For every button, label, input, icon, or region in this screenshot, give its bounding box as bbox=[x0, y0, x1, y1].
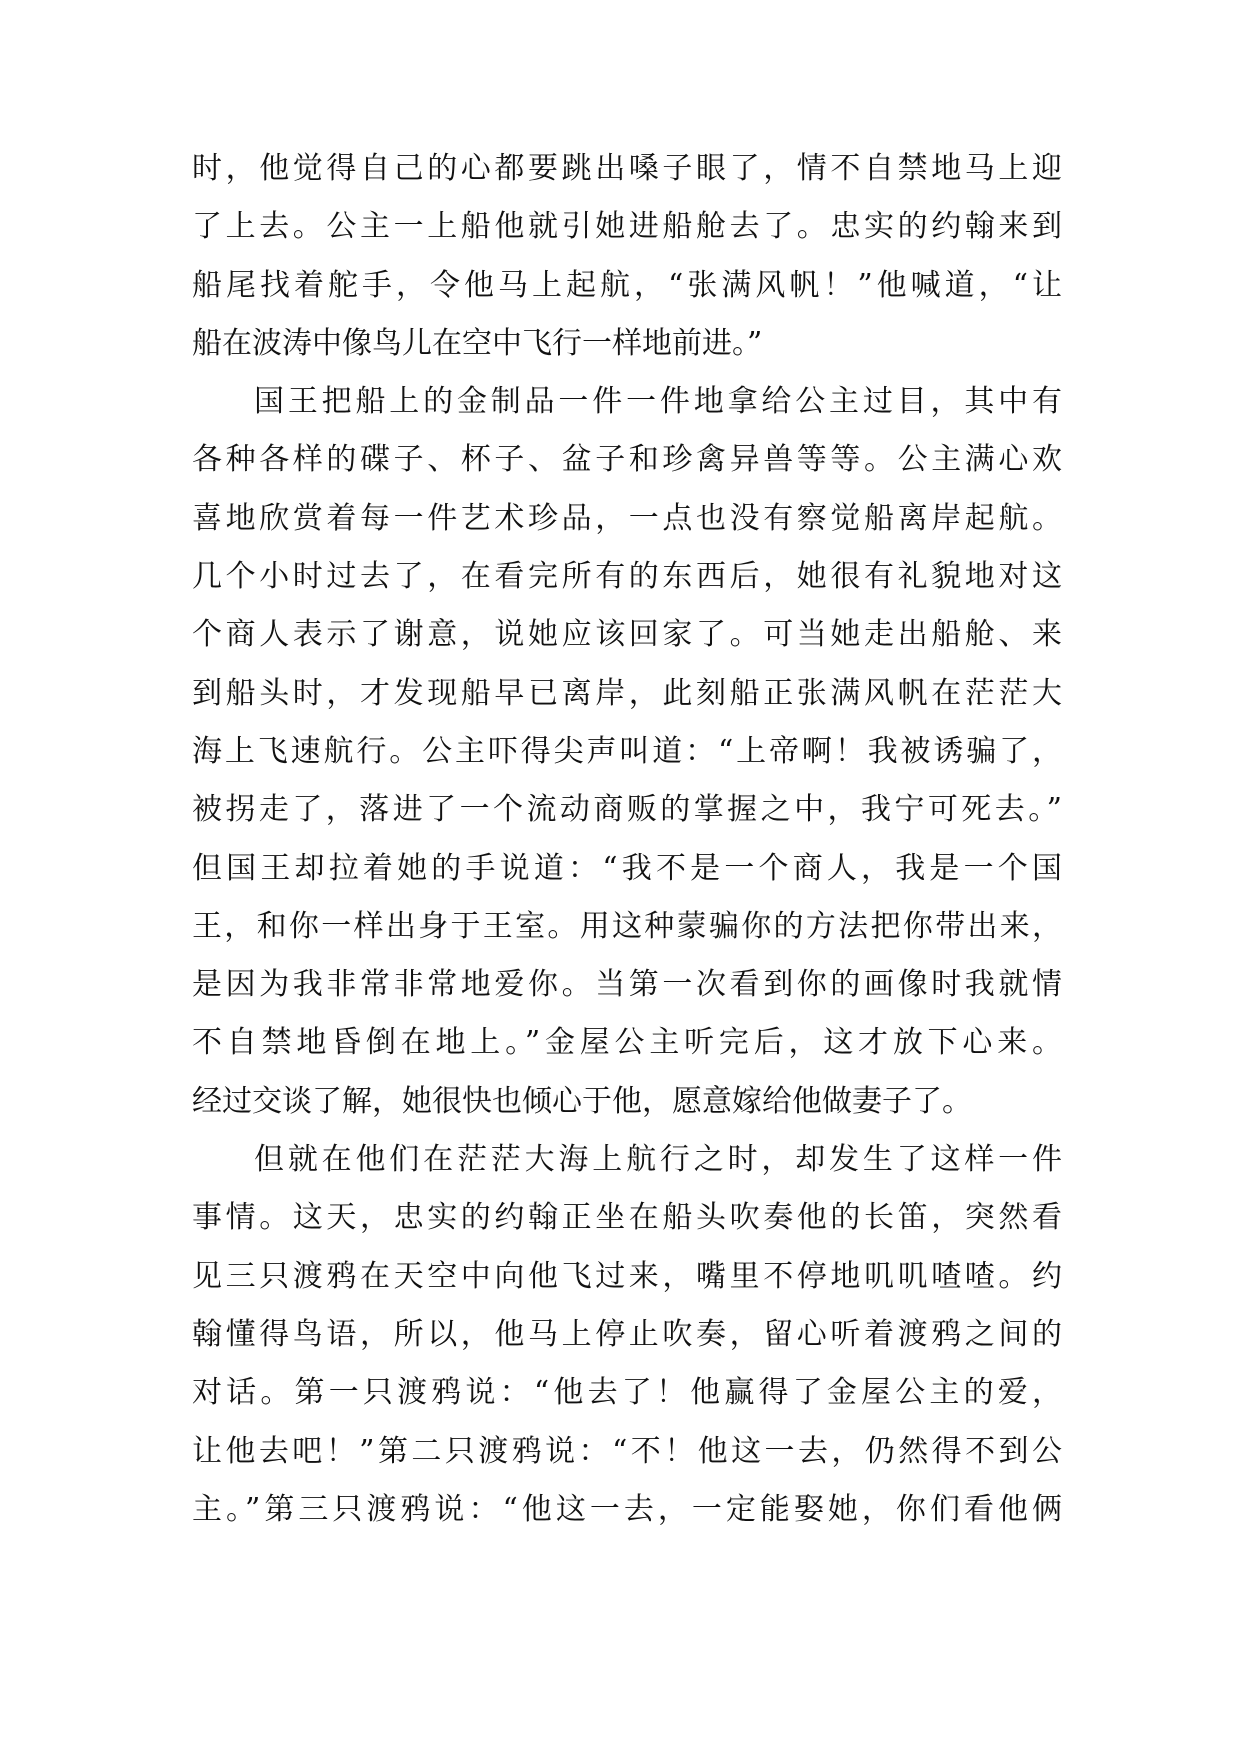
text-line: 不自禁地昏倒在地上。”金屋公主听完后，这才放下心来。 bbox=[192, 1025, 1062, 1061]
text-line: 各种各样的碟子、杯子、盆子和珍禽异兽等等。公主满心欢 bbox=[192, 442, 1062, 478]
text-line: 翰懂得鸟语，所以，他马上停止吹奏，留心听着渡鸦之间的 bbox=[192, 1316, 1062, 1352]
text-line: 船尾找着舵手，令他马上起航，“张满风帆！”他喊道，“让 bbox=[192, 267, 1062, 303]
text-line: 经过交谈了解，她很快也倾心于他，愿意嫁给他做妻子了。 bbox=[192, 1083, 972, 1119]
text-line: 王，和你一样出身于王室。用这种蒙骗你的方法把你带出来， bbox=[192, 908, 1062, 944]
text-line: 是因为我非常非常地爱你。当第一次看到你的画像时我就情 bbox=[192, 967, 1062, 1003]
text-line: 对话。第一只渡鸦说：“他去了！他赢得了金屋公主的爱， bbox=[192, 1375, 1062, 1411]
text-line: 海上飞速航行。公主吓得尖声叫道：“上帝啊！我被诱骗了， bbox=[192, 733, 1062, 769]
text-line: 事情。这天，忠实的约翰正坐在船头吹奏他的长笛，突然看 bbox=[192, 1200, 1062, 1236]
paragraph-first-line: 但就在他们在茫茫大海上航行之时，却发生了这样一件 bbox=[254, 1142, 1062, 1178]
text-line: 船在波涛中像鸟儿在空中飞行一样地前进。” bbox=[192, 325, 763, 361]
paragraph-first-line: 国王把船上的金制品一件一件地拿给公主过目，其中有 bbox=[254, 384, 1062, 420]
text-line: 几个小时过去了，在看完所有的东西后，她很有礼貌地对这 bbox=[192, 559, 1062, 595]
body-text bbox=[192, 140, 1062, 1539]
text-line: 了上去。公主一上船他就引她进船舱去了。忠实的约翰来到 bbox=[192, 209, 1062, 245]
text-line: 主。”第三只渡鸦说：“他这一去，一定能娶她，你们看他俩 bbox=[192, 1491, 1062, 1527]
text-line: 到船头时，才发现船早已离岸，此刻船正张满风帆在茫茫大 bbox=[192, 675, 1062, 711]
text-line: 让他去吧！”第二只渡鸦说：“不！他这一去，仍然得不到公 bbox=[192, 1433, 1062, 1469]
text-line: 被拐走了，落进了一个流动商贩的掌握之中，我宁可死去。” bbox=[192, 792, 1062, 828]
text-line: 但国王却拉着她的手说道：“我不是一个商人，我是一个国 bbox=[192, 850, 1062, 886]
text-line: 时，他觉得自己的心都要跳出嗓子眼了，情不自禁地马上迎 bbox=[192, 151, 1062, 186]
text-line: 个商人表示了谢意，说她应该回家了。可当她走出船舱、来 bbox=[192, 617, 1062, 653]
text-line: 喜地欣赏着每一件艺术珍品，一点也没有察觉船离岸起航。 bbox=[192, 500, 1062, 536]
text-line: 见三只渡鸦在天空中向他飞过来，嘴里不停地叽叽喳喳。约 bbox=[192, 1258, 1062, 1294]
